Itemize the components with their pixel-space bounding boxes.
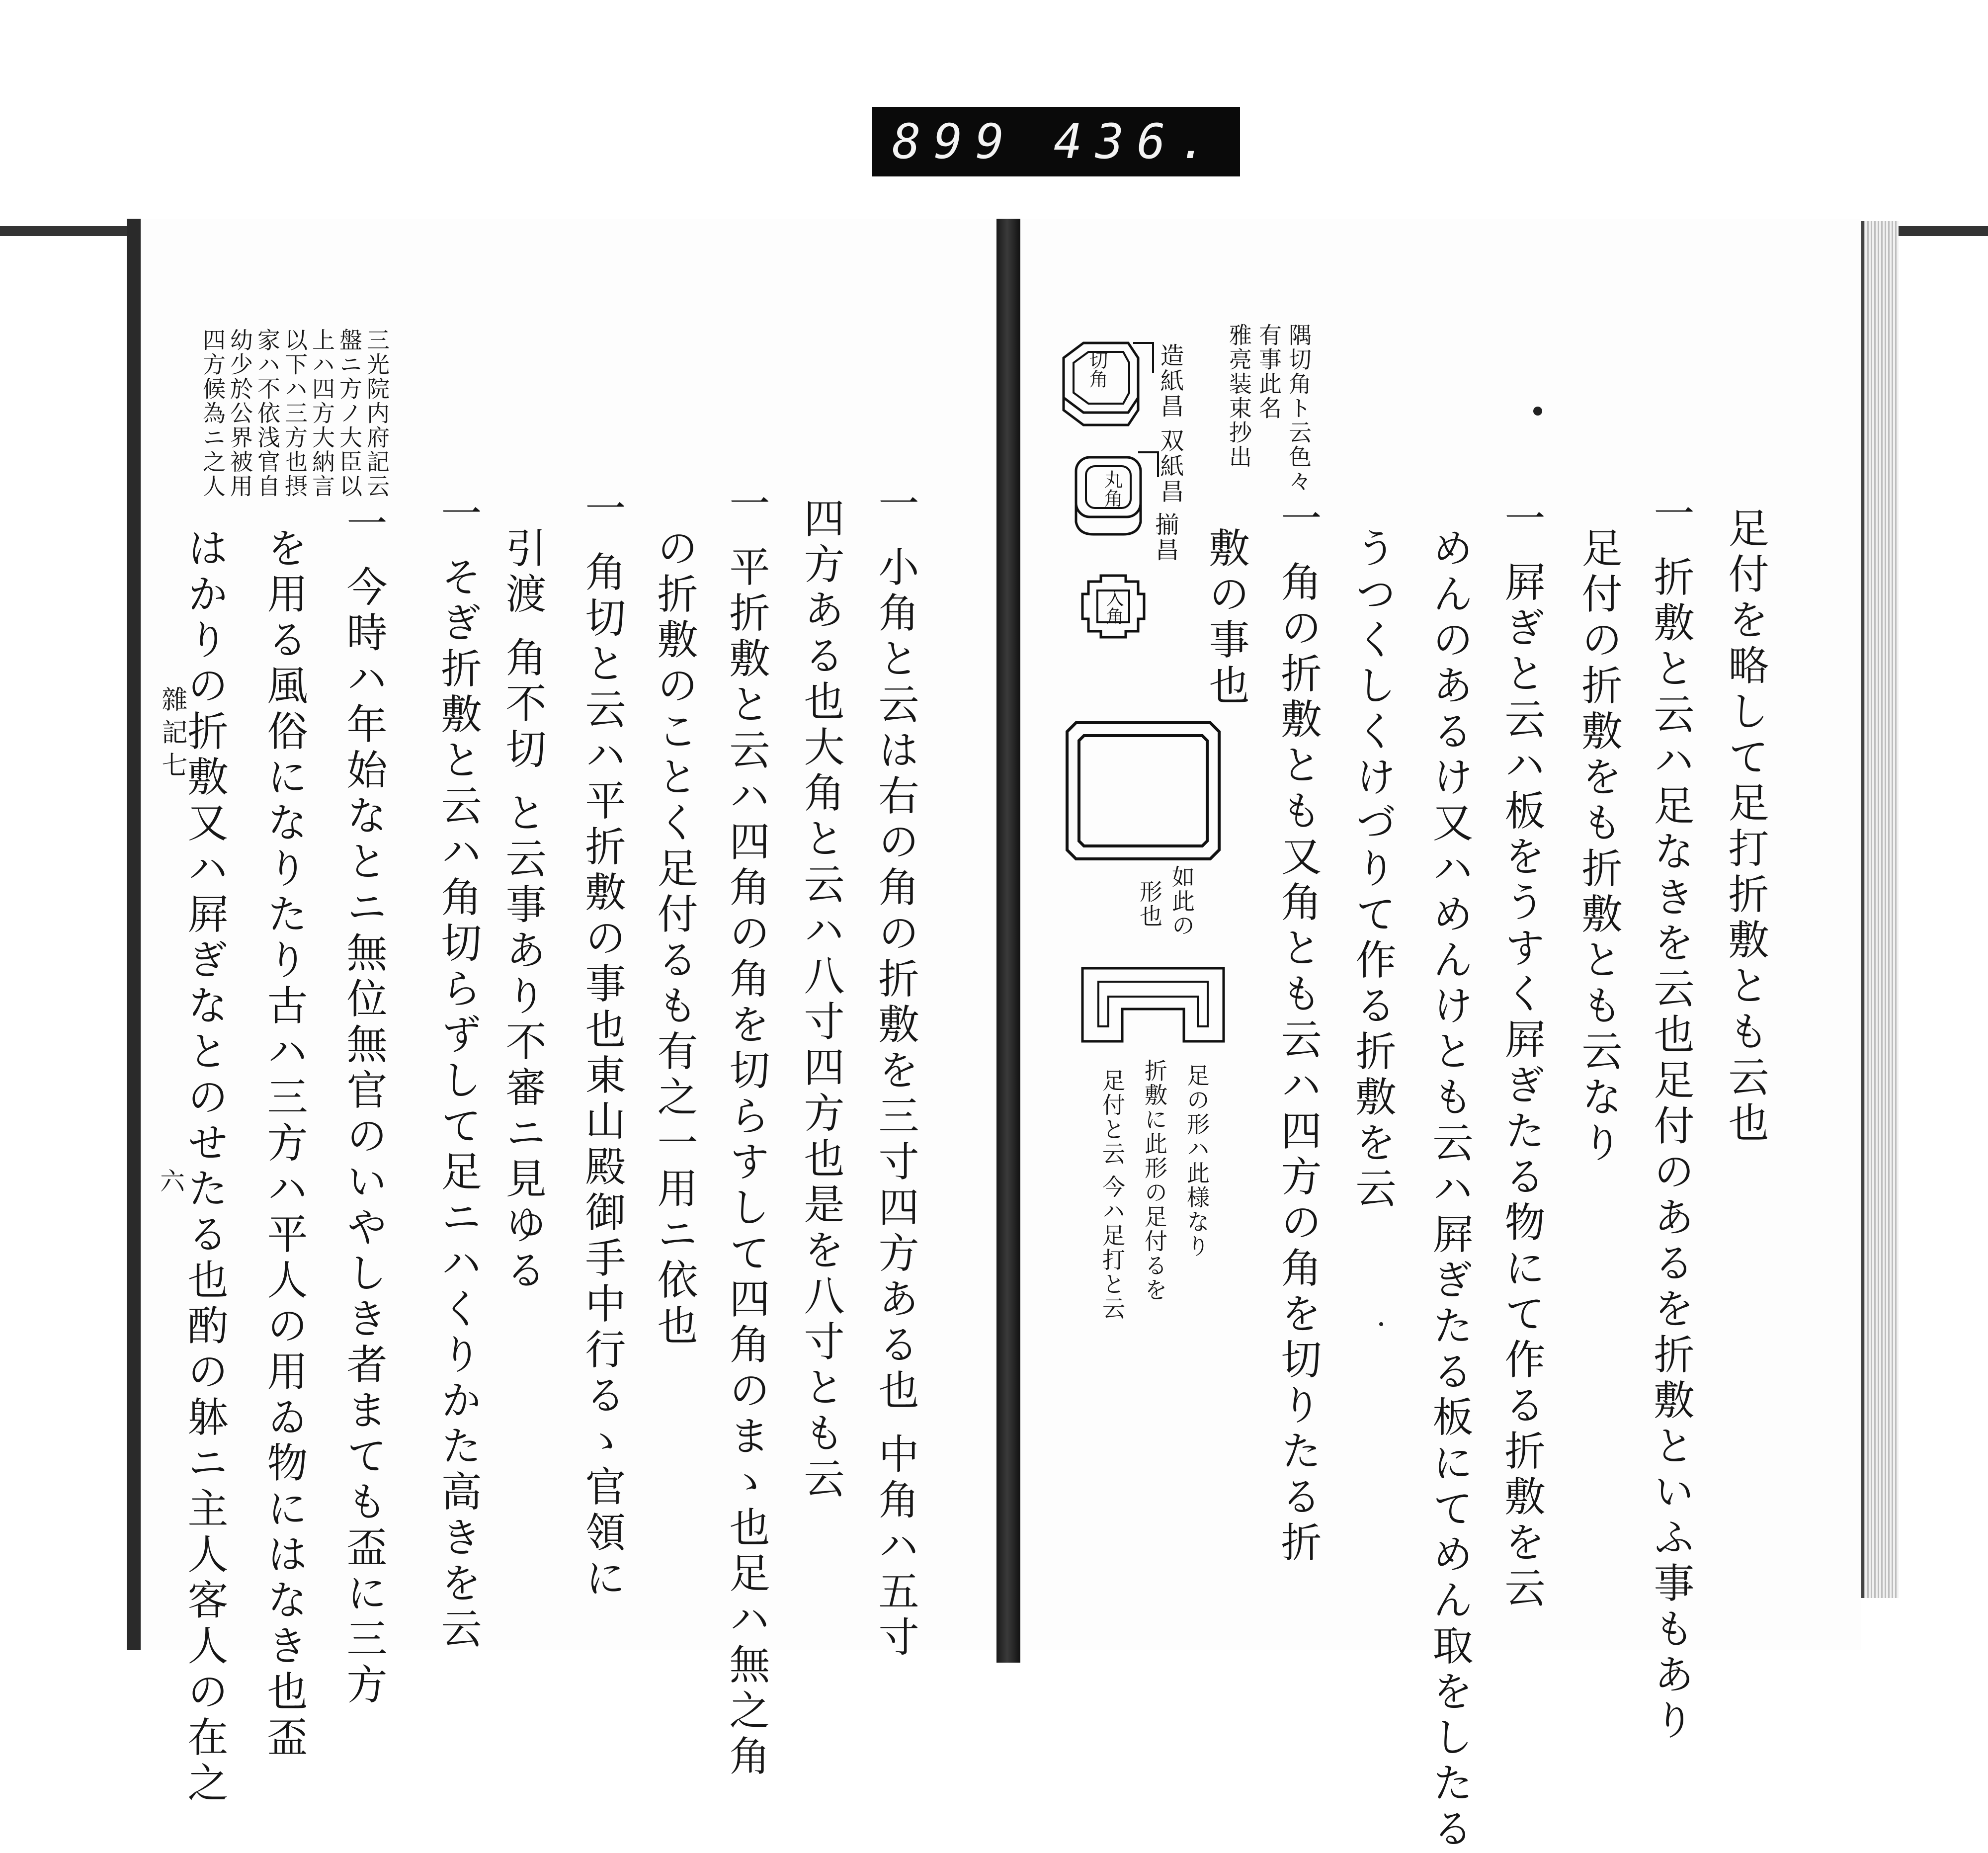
left-header-note-line: 幼少於公界被用 xyxy=(227,328,253,499)
catalog-number-right: 436. xyxy=(1053,114,1220,169)
diagram-a-box-label: 切角 xyxy=(1086,350,1108,388)
right-cover-edge xyxy=(1896,226,1988,236)
left-header-note-line: 以下ハ三方也摂 xyxy=(281,328,308,499)
leg-shape-figure xyxy=(1078,964,1228,1049)
right-text-column: 一 折敷と云ハ足なきを云也足付のあるを折敷といふ事もあり xyxy=(1647,492,1694,1745)
right-text-column: 足付を略して足打折敷とも云也 xyxy=(1722,507,1769,1147)
right-text-column: うつくしくけづりて作る折敷を云 xyxy=(1349,527,1396,1213)
left-header-note-line: 家ハ不依浅官自 xyxy=(254,328,281,499)
left-header-note-line: 盤ニ方ノ大臣以 xyxy=(336,328,363,499)
left-cover-edge xyxy=(0,226,127,236)
right-text-column: 一 角の折敷とも又角とも云ハ四方の角を切りたる折 xyxy=(1274,497,1322,1567)
left-header-note-line: 四方候為ニ之人 xyxy=(199,328,226,499)
right-text-column: めんのあるけ又ハめんけとも云ハ屛ぎたる板にてめん取をしたる xyxy=(1426,527,1473,1853)
right-text-column: 足付の折敷をも折敷とも云なり xyxy=(1575,527,1622,1167)
catalog-number-left: 899 xyxy=(892,114,1017,169)
page-folio: 六 xyxy=(156,1168,185,1193)
left-text-column: 四方ある也大角と云ハ八寸四方也是を八寸とも云 xyxy=(797,497,844,1503)
left-text-column: 一 平折敷と云ハ四角の角を切らすして四角のまゝ也足ハ無之角 xyxy=(723,482,770,1781)
footnote-line: 折敷に此形の足付るを xyxy=(1141,1059,1168,1302)
left-header-note-line: 上ハ四方大納言 xyxy=(309,328,335,499)
footnote-line: 足付と云 今ハ足打と云 xyxy=(1099,1069,1126,1321)
left-text-column: 一 小角と云は右の角の折敷を三寸四方ある也 中角ハ五寸 xyxy=(872,482,919,1662)
left-text-column: 一 そぎ折敷と云ハ角切らずして足ニハくりかた高きを云 xyxy=(434,492,482,1654)
footnote-line: 足の形ハ此様なり xyxy=(1183,1064,1210,1259)
right-header-note-line: 雅亮装束抄出 xyxy=(1226,323,1252,469)
left-text-column: の折敷のことく足付るも有之一用ニ依也 xyxy=(651,527,698,1350)
right-text-column: 敷の事也 xyxy=(1202,527,1249,710)
catalog-label xyxy=(872,107,1240,176)
diagram-b-tag: 揃昌 xyxy=(1151,512,1179,563)
right-header-note-line: 有事此名 xyxy=(1255,323,1282,421)
page-fore-edge xyxy=(1861,221,1899,1598)
book-gutter xyxy=(996,219,1020,1663)
left-text-column: はかりの折敷又ハ屛ぎなとのせたる也酌の躰ニ主人客人の在之 xyxy=(181,527,228,1807)
left-text-column: を用る風俗になりたり古ハ三方ハ平人の用ゐ物にはなき也盃 xyxy=(260,527,308,1762)
cut-corner-square-figure xyxy=(1061,716,1225,865)
left-text-column: 一 角切と云ハ平折敷の事也東山殿御手中行るゝ官領に xyxy=(579,487,626,1603)
left-text-column: 引渡 角不切 と云事あり不審ニ見ゆる xyxy=(499,527,546,1295)
diagram-a-tag: 造紙昌 双紙昌 xyxy=(1156,343,1184,505)
figure-caption-line: 如此の xyxy=(1168,865,1195,938)
right-header-note-line: 隅切角ト云色々 xyxy=(1285,323,1312,494)
ink-spot xyxy=(1379,1322,1383,1326)
figure-caption-line: 形也 xyxy=(1136,880,1163,928)
volume-marker: 雜記七 xyxy=(157,686,187,784)
ink-spot xyxy=(1533,407,1542,416)
diagram-b-box-label: 丸角 xyxy=(1101,470,1123,507)
right-text-column: 一 屛ぎと云ハ板をうすく屛ぎたる物にて作る折敷を云 xyxy=(1498,497,1545,1613)
left-text-column: 一 今時ハ年始なとニ無位無官のいやしき者まても盃に三方 xyxy=(340,502,387,1709)
diagram-c-box-label: 入角 xyxy=(1103,589,1124,625)
left-header-note-line: 三光院内府記云 xyxy=(363,328,390,499)
